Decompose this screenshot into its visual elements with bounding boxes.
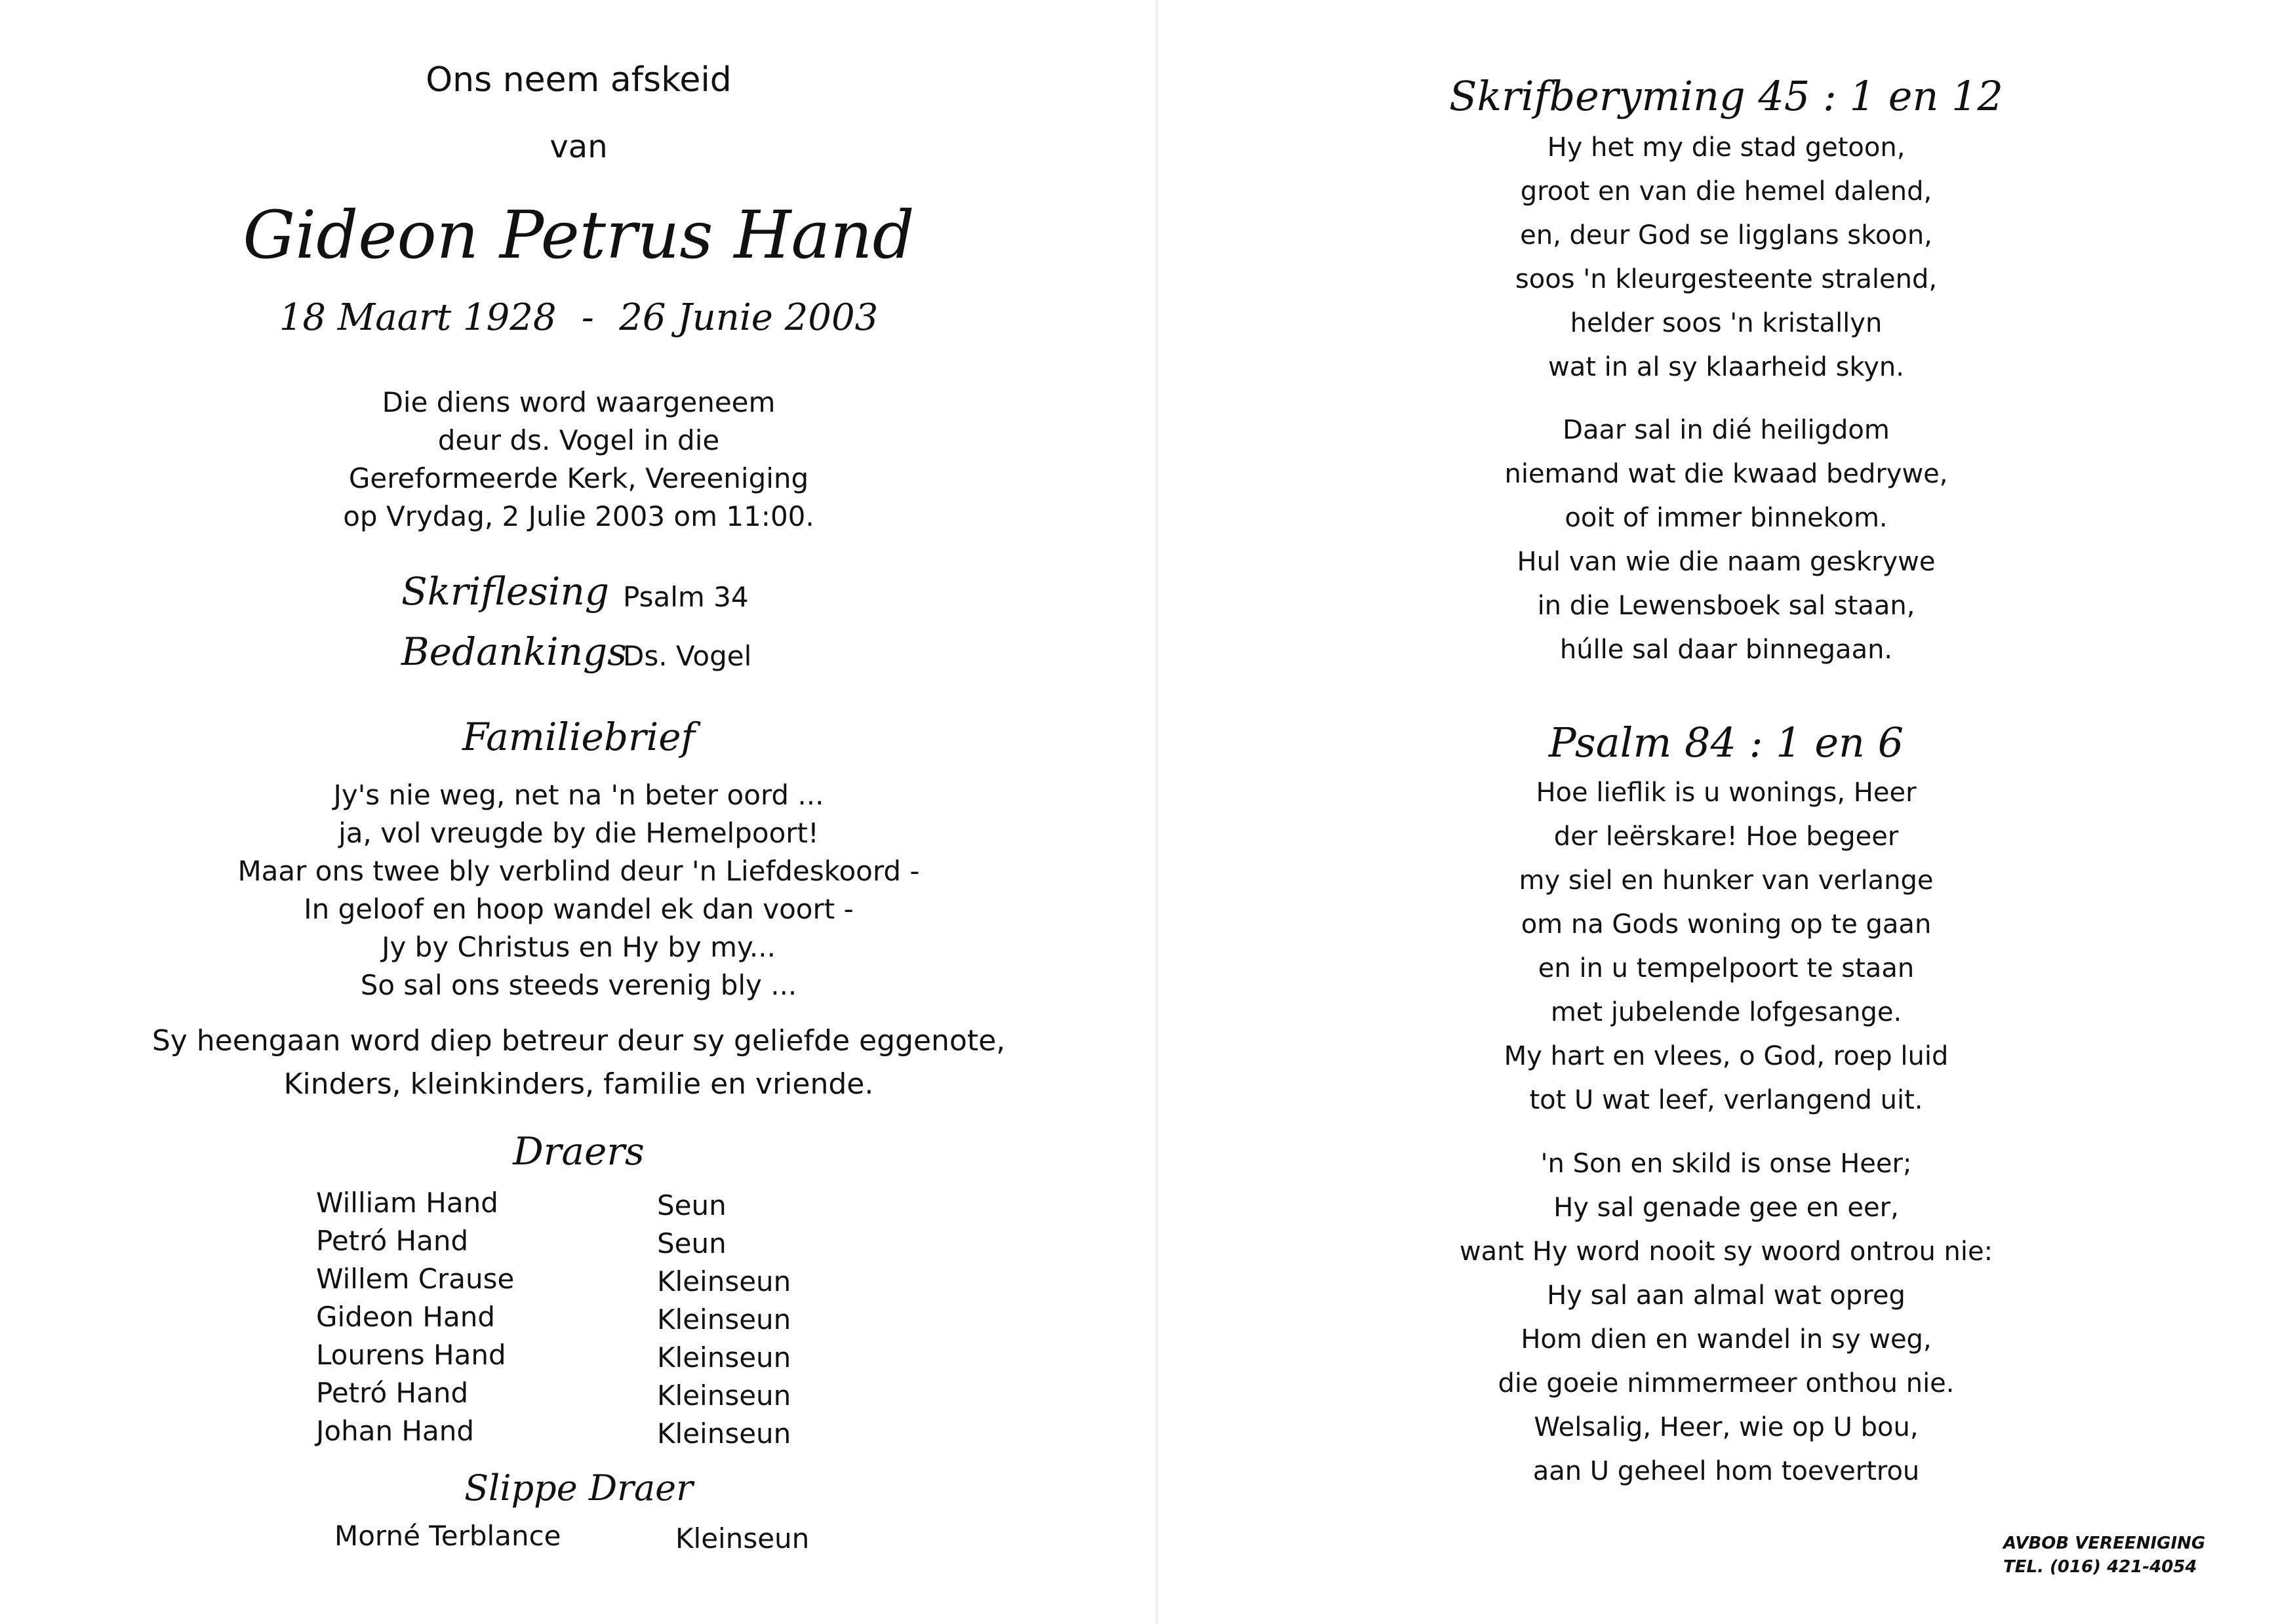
mourners-line: Sy heengaan word diep betreur deur sy geliefde eggenote, xyxy=(151,1024,1006,1058)
draers-relations xyxy=(657,1187,791,1453)
verse-line: Hoe lieflik is u wonings, Heer xyxy=(1536,778,1917,808)
draers-heading: Draers xyxy=(513,1129,645,1174)
verse-line: húlle sal daar binnegaan. xyxy=(1559,635,1893,665)
service-details xyxy=(0,384,1157,536)
verse-line: groot en van die hemel dalend, xyxy=(1520,176,1932,207)
draer-relation: Kleinseun xyxy=(657,1341,791,1374)
verse-line: Daar sal in dié heiligdom xyxy=(1563,415,1890,445)
undertaker-phone: TEL. (016) 421-4054 xyxy=(2003,1557,2197,1577)
verse-line: om na Gods woning op te gaan xyxy=(1521,909,1932,940)
life-dates xyxy=(0,296,1157,339)
slippe-draer-heading: Slippe Draer xyxy=(464,1467,693,1509)
verse-line: my siel en hunker van verlange xyxy=(1519,865,1934,896)
deceased-name: Gideon Petrus Hand xyxy=(243,197,915,273)
right-page xyxy=(1157,0,2295,1624)
verse-line: My hart en vlees, o God, roep luid xyxy=(1504,1041,1949,1071)
verse-line: der leërskare! Hoe begeer xyxy=(1553,822,1899,852)
draer-relation: Seun xyxy=(657,1189,727,1221)
service-line: op Vrydag, 2 Julie 2003 om 11:00. xyxy=(343,500,814,532)
slippe-draer-relation: Kleinseun xyxy=(675,1522,810,1555)
draer-name: Petró Hand xyxy=(316,1225,469,1257)
scripture-verse-1 xyxy=(1157,126,2295,389)
draer-relation: Kleinseun xyxy=(657,1417,791,1450)
draer-name: Lourens Hand xyxy=(316,1339,506,1371)
date-separator: - xyxy=(581,296,594,339)
verse-line: Hy het my die stad getoon, xyxy=(1547,132,1906,163)
verse-line: 'n Son en skild is onse Heer; xyxy=(1540,1149,1912,1179)
verse-line: met jubelende lofgesange. xyxy=(1550,997,1902,1027)
verse-line: Hul van wie die naam geskrywe xyxy=(1517,547,1936,577)
van-text: van xyxy=(549,129,608,165)
draer-relation: Seun xyxy=(657,1227,727,1259)
draer-relation: Kleinseun xyxy=(657,1379,791,1412)
verse-line: wat in al sy klaarheid skyn. xyxy=(1548,352,1904,382)
draer-relation: Kleinseun xyxy=(657,1303,791,1336)
death-date: 26 Junie 2003 xyxy=(619,296,879,339)
verse-line: want Hy word nooit sy woord ontrou nie: xyxy=(1459,1237,1993,1267)
poem-line: Maar ons twee bly verblind deur 'n Liefdeskoord - xyxy=(237,855,920,887)
draers-names xyxy=(316,1184,514,1450)
program-label-bedankings: Bedankings xyxy=(401,629,627,674)
intro-text: Ons neem afskeid xyxy=(426,60,732,100)
verse-line: aan U geheel hom toevertrou xyxy=(1532,1456,1920,1486)
draer-name: Gideon Hand xyxy=(316,1301,495,1333)
verse-line: in die Lewensboek sal staan, xyxy=(1537,591,1915,621)
poem-line: ja, vol vreugde by die Hemelpoort! xyxy=(338,817,819,849)
scripture-verse-2 xyxy=(1157,408,2295,672)
verse-line: Welsalig, Heer, wie op U bou, xyxy=(1534,1412,1919,1442)
program-value-skriflesing: Psalm 34 xyxy=(623,581,749,613)
poem-line: So sal ons steeds verenig bly ... xyxy=(360,969,797,1001)
draer-name: Petró Hand xyxy=(316,1377,469,1409)
verse-line: niemand wat die kwaad bedrywe, xyxy=(1504,459,1948,489)
verse-line: Hom dien en wandel in sy weg, xyxy=(1521,1324,1932,1355)
mourners-line: Kinders, kleinkinders, familie en vriende. xyxy=(283,1067,874,1101)
draer-name: Johan Hand xyxy=(316,1415,475,1447)
draer-name: Willem Crause xyxy=(316,1263,515,1295)
undertaker-footer xyxy=(2003,1532,2205,1579)
undertaker-name: AVBOB VEREENIGING xyxy=(2003,1534,2206,1553)
psalm-heading: Psalm 84 : 1 en 6 xyxy=(1548,719,1904,766)
poem-line: Jy's nie weg, net na 'n beter oord ... xyxy=(333,779,824,811)
scripture-heading: Skrifberyming 45 : 1 en 12 xyxy=(1448,72,2004,120)
poem-line: Jy by Christus en Hy by my... xyxy=(382,931,776,963)
poem-line: In geloof en hoop wandel ek dan voort - xyxy=(304,893,854,925)
verse-line: en, deur God se ligglans skoon, xyxy=(1520,220,1932,250)
verse-line: ooit of immer binnekom. xyxy=(1565,503,1888,533)
service-line: Gereformeerde Kerk, Vereeniging xyxy=(348,462,809,494)
mourners-text xyxy=(0,1020,1157,1106)
verse-line: helder soos 'n kristallyn xyxy=(1570,308,1883,338)
slippe-draer-name: Morné Terblance xyxy=(334,1520,561,1552)
familiebrief-heading: Familiebrief xyxy=(462,715,696,759)
program-value-bedankings: Ds. Vogel xyxy=(623,640,752,672)
service-line: Die diens word waargeneem xyxy=(382,386,776,418)
draer-relation: Kleinseun xyxy=(657,1265,791,1297)
familiebrief-poem xyxy=(0,776,1157,1004)
psalm-verse-2 xyxy=(1157,1142,2295,1494)
verse-line: soos 'n kleurgesteente stralend, xyxy=(1515,264,1938,294)
program-label-skriflesing: Skriflesing xyxy=(401,569,609,614)
verse-line: tot U wat leef, verlangend uit. xyxy=(1529,1085,1923,1115)
verse-line: Hy sal aan almal wat opreg xyxy=(1547,1280,1906,1311)
psalm-verse-1 xyxy=(1157,771,2295,1122)
birth-date: 18 Maart 1928 xyxy=(279,296,557,339)
service-line: deur ds. Vogel in die xyxy=(437,424,720,456)
verse-line: die goeie nimmermeer onthou nie. xyxy=(1498,1368,1955,1398)
verse-line: Hy sal genade gee en eer, xyxy=(1553,1193,1899,1223)
verse-line: en in u tempelpoort te staan xyxy=(1538,953,1915,983)
draer-name: William Hand xyxy=(316,1187,498,1219)
